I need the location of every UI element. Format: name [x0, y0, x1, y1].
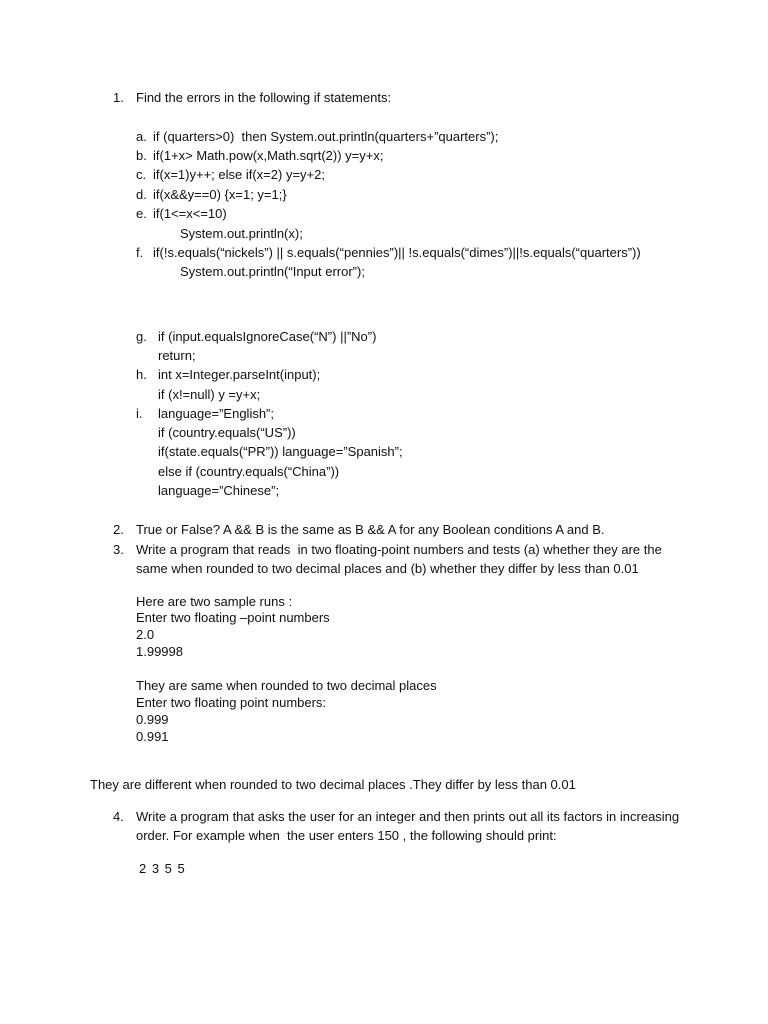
q1-item-e-line-1: if(1<=x<=10)	[153, 206, 227, 221]
q3-text-line-1: Write a program that reads in two floating-point numbers and tests (a) whether they are the	[136, 542, 662, 557]
q1-item-g-letter: g.	[136, 329, 147, 344]
q3-number: 3.	[113, 542, 124, 557]
q1-number: 1.	[113, 90, 124, 105]
q4-text-line-2: order. For example when the user enters 150 , the following should print:	[136, 828, 557, 843]
q1-item-e-letter: e.	[136, 206, 147, 221]
q1-item-i-letter: i.	[136, 406, 143, 421]
q1-item-g-line-2: return;	[158, 348, 196, 363]
q3-sample-line-4: 1.99998	[136, 644, 183, 659]
q3-sample2-line-2: Enter two floating point numbers:	[136, 695, 327, 710]
q1-text: Find the errors in the following if statements:	[136, 90, 392, 105]
q1-item-c-line: if(x=1)y++; else if(x=2) y=y+2;	[153, 167, 325, 182]
q3-sample2-line-4: 0.991	[136, 729, 169, 744]
q1-item-b-line: if(1+x> Math.pow(x,Math.sqrt(2)) y=y+x;	[153, 148, 384, 163]
q1-item-h-letter: h.	[136, 367, 147, 382]
q1-item-g-line-1: if (input.equalsIgnoreCase(“N”) ||”No”)	[158, 329, 377, 344]
q3-sample2-line-1: They are same when rounded to two decimal places	[136, 678, 437, 693]
q1-item-e-line-2: System.out.println(x);	[180, 226, 303, 241]
q3-text-line-2: same when rounded to two decimal places and (b) whether they differ by less than 0.01	[136, 561, 639, 576]
q1-item-a-line: if (quarters>0) then System.out.println(quarters+”quarters”);	[153, 129, 499, 144]
q1-item-i-line-4: else if (country.equals(“China”))	[158, 464, 340, 479]
q1-item-d-letter: d.	[136, 187, 147, 202]
q3-sample-line-3: 2.0	[136, 627, 155, 642]
q1-item-i-line-3: if(state.equals(“PR”)) language=”Spanish”;	[158, 444, 403, 459]
q1-item-i-line-1: language=”English”;	[158, 406, 274, 421]
q2-number: 2.	[113, 522, 124, 537]
q3-sample2-line-3: 0.999	[136, 712, 169, 727]
q3-sample-line-2: Enter two floating –point numbers	[136, 610, 330, 625]
q1-item-f-line-2: System.out.println(“Input error”);	[180, 264, 365, 279]
q1-item-i-line-2: if (country.equals(“US”))	[158, 425, 296, 440]
q1-item-i-line-5: language=”Chinese”;	[158, 483, 280, 498]
q1-item-h-line-1: int x=Integer.parseInt(input);	[158, 367, 321, 382]
q4-output: 2 3 5 5	[139, 861, 186, 876]
q1-item-f-line-1: if(!s.equals(“nickels”) || s.equals(“pennies”)|| !s.equals(“dimes”)||!s.equals(“quarters”))	[153, 245, 641, 260]
q1-item-d-line: if(x&&y==0) {x=1; y=1;}	[153, 187, 287, 202]
q3-conclusion: They are different when rounded to two decimal places .They differ by less than 0.01	[90, 777, 576, 792]
q1-item-b-letter: b.	[136, 148, 147, 163]
q1-item-c-letter: c.	[136, 167, 147, 182]
q3-sample-line-1: Here are two sample runs :	[136, 594, 293, 609]
q4-text-line-1: Write a program that asks the user for an integer and then prints out all its factors in increasing	[136, 809, 680, 824]
q1-item-a-letter: a.	[136, 129, 147, 144]
q1-item-f-letter: f.	[136, 245, 144, 260]
q2-text: True or False? A && B is the same as B && A for any Boolean conditions A and B.	[136, 522, 605, 537]
q1-item-h-line-2: if (x!=null) y =y+x;	[158, 387, 261, 402]
q4-number: 4.	[113, 809, 124, 824]
